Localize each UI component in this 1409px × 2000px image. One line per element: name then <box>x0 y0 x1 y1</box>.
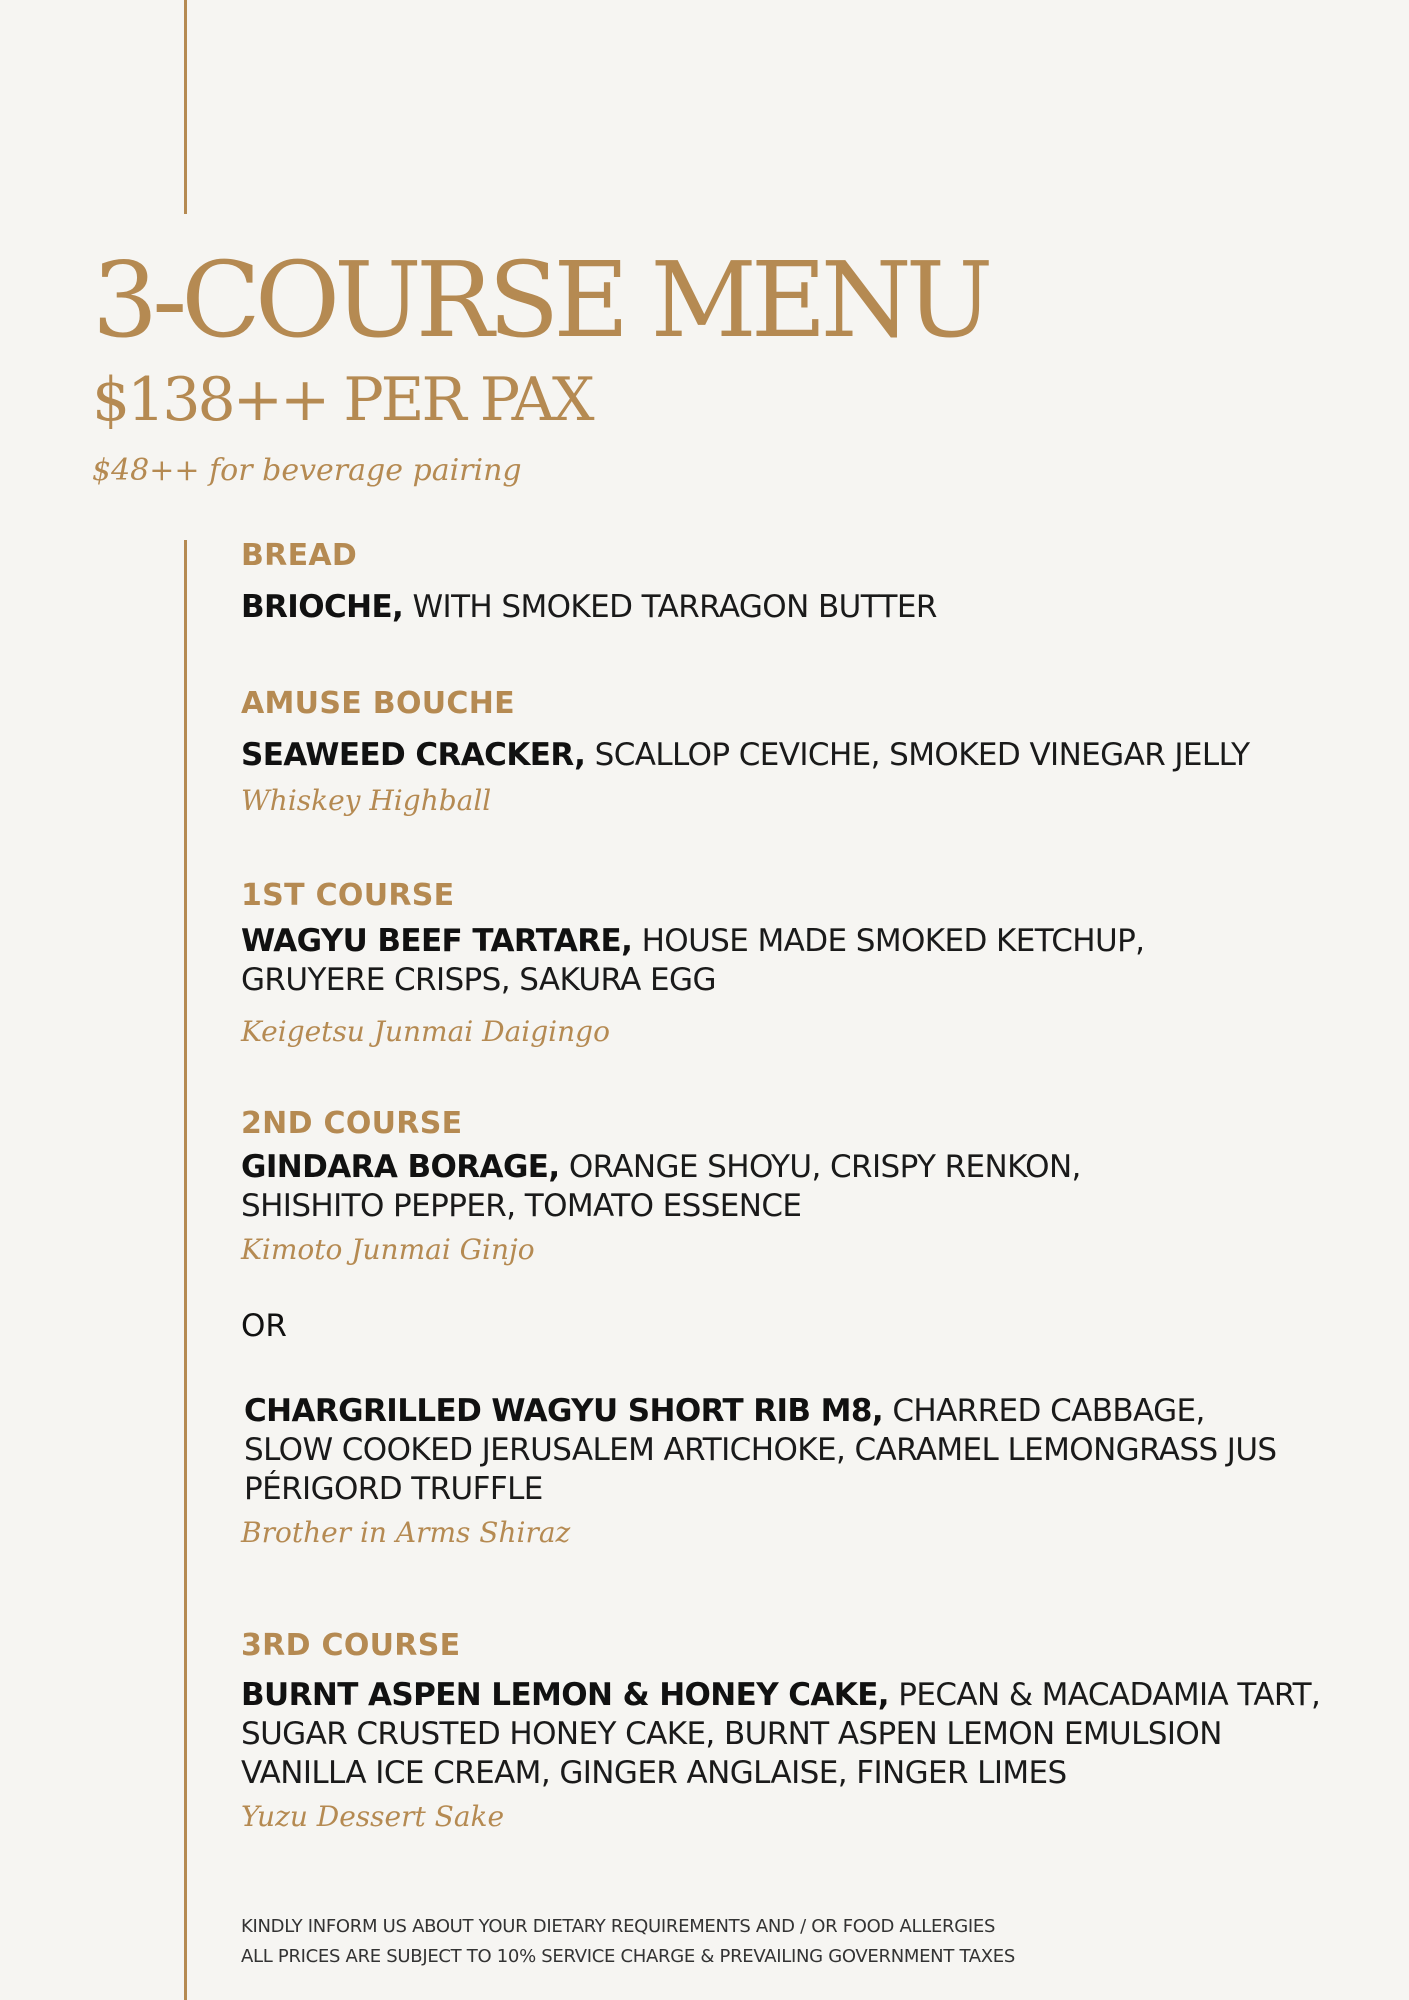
dish-name: SEAWEED CRACKER, <box>241 737 586 773</box>
footer-notes <box>241 1912 1371 1972</box>
section-heading: 1ST COURSE <box>241 878 455 913</box>
section-third-course <box>241 1628 1371 1835</box>
drink-pairing: Keigetsu Junmai Daigingo <box>241 1015 610 1048</box>
dish-description: CHARRED CABBAGE, <box>892 1393 1205 1429</box>
section-heading: 3RD COURSE <box>241 1628 461 1663</box>
dish-description: HOUSE MADE SMOKED KETCHUP, <box>641 923 1145 959</box>
dish-description: WITH SMOKED TARRAGON BUTTER <box>412 589 937 625</box>
or-separator: OR <box>241 1308 287 1344</box>
menu-title: 3-COURSE MENU <box>92 239 988 361</box>
section-bread <box>241 538 1371 627</box>
dish-description: SLOW COOKED JERUSALEM ARTICHOKE, CARAMEL LEMONGRASS JUS <box>244 1432 1277 1468</box>
top-divider-line <box>184 0 187 214</box>
beverage-pairing-note: $48++ for beverage pairing <box>92 453 522 488</box>
drink-pairing: Whiskey Highball <box>241 784 492 817</box>
dish-line <box>241 922 1371 1000</box>
menu-price: $138++ PER PAX <box>92 365 592 435</box>
section-divider-line <box>184 540 187 2000</box>
dish-name: BRIOCHE, <box>241 589 404 625</box>
section-heading: 2ND COURSE <box>241 1106 463 1141</box>
footer-pricing-note: ALL PRICES ARE SUBJECT TO 10% SERVICE CHARGE & PREVAILING GOVERNMENT TAXES <box>241 1946 1016 1967</box>
dish-description: SCALLOP CEVICHE, SMOKED VINEGAR JELLY <box>594 737 1250 773</box>
dish-line <box>241 588 1371 627</box>
dish-description: VANILLA ICE CREAM, GINGER ANGLAISE, FINGER LIMES <box>241 1755 1067 1791</box>
dish-description: PECAN & MACADAMIA TART, <box>898 1677 1321 1713</box>
section-first-course <box>241 878 1371 1050</box>
dish-name: BURNT ASPEN LEMON & HONEY CAKE, <box>241 1677 889 1713</box>
footer-dietary-note: KINDLY INFORM US ABOUT YOUR DIETARY REQUIREMENTS AND / OR FOOD ALLERGIES <box>241 1916 996 1937</box>
section-second-course <box>241 1106 1371 1551</box>
dish-line <box>241 1148 1371 1226</box>
dish-description: GRUYERE CRISPS, SAKURA EGG <box>241 962 716 998</box>
dish-description: ORANGE SHOYU, CRISPY RENKON, <box>568 1149 1081 1185</box>
dish-line <box>241 1676 1371 1793</box>
dish-name: WAGYU BEEF TARTARE, <box>241 923 633 959</box>
section-heading: BREAD <box>241 538 358 573</box>
section-amuse-bouche <box>241 686 1371 819</box>
dish-description: PÉRIGORD TRUFFLE <box>244 1471 543 1507</box>
dish-line <box>244 1392 1371 1509</box>
dish-name: CHARGRILLED WAGYU SHORT RIB M8, <box>244 1393 884 1429</box>
section-heading: AMUSE BOUCHE <box>241 686 515 721</box>
drink-pairing: Yuzu Dessert Sake <box>241 1800 505 1833</box>
drink-pairing: Kimoto Junmai Ginjo <box>241 1233 535 1266</box>
dish-description: SHISHITO PEPPER, TOMATO ESSENCE <box>241 1188 802 1224</box>
dish-name: GINDARA BORAGE, <box>241 1149 560 1185</box>
dish-line <box>241 736 1371 775</box>
dish-description: SUGAR CRUSTED HONEY CAKE, BURNT ASPEN LEMON EMULSION <box>241 1716 1222 1752</box>
drink-pairing: Brother in Arms Shiraz <box>241 1516 571 1549</box>
